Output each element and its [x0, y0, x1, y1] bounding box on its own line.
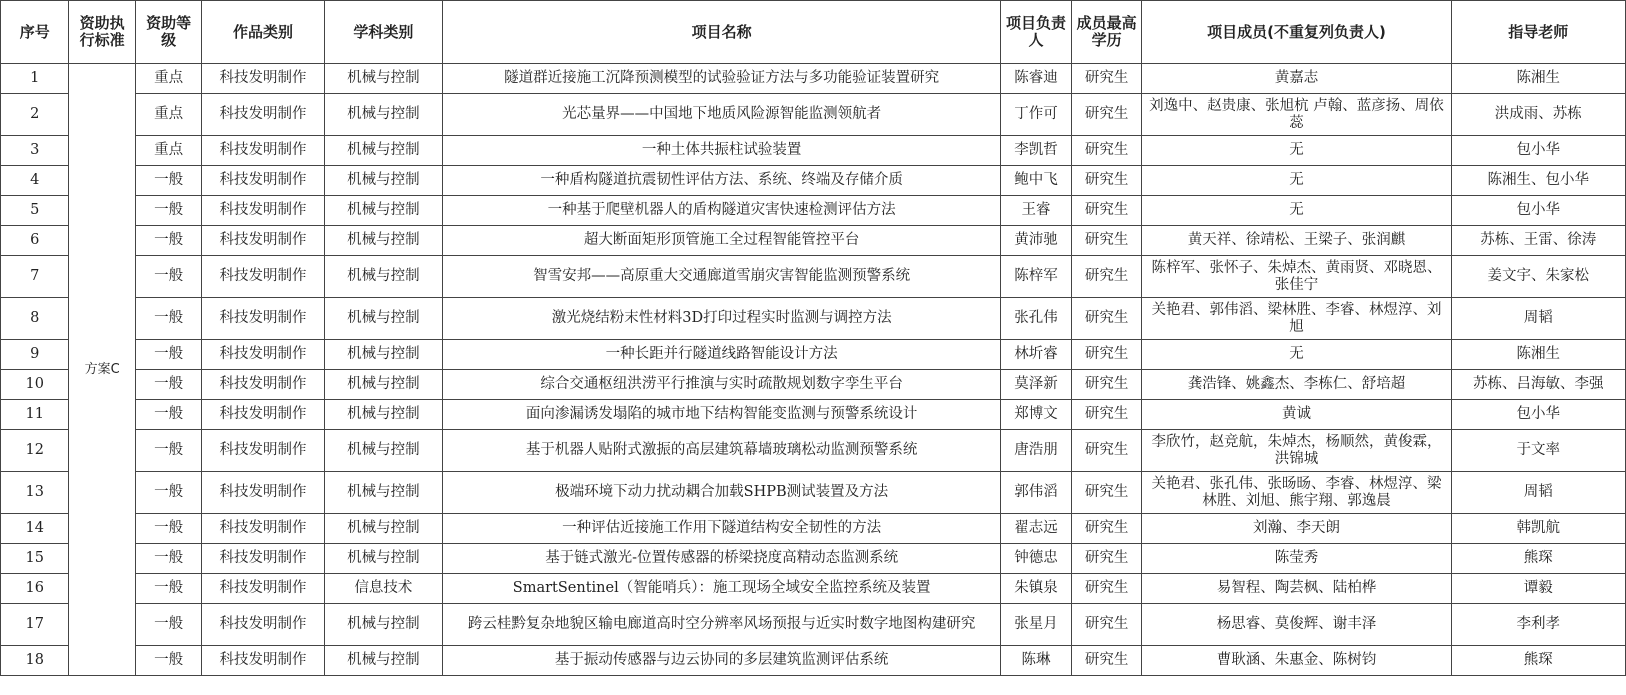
cell-work-type: 科技发明制作 — [202, 256, 324, 298]
cell-grade: 一般 — [135, 256, 201, 298]
cell-no: 10 — [1, 370, 69, 400]
cell-members: 杨思睿、莫俊辉、谢丰泽 — [1142, 604, 1451, 646]
cell-degree: 研究生 — [1071, 370, 1142, 400]
cell-project: 一种长距并行隧道线路智能设计方法 — [443, 340, 1001, 370]
cell-degree: 研究生 — [1071, 298, 1142, 340]
cell-grade: 一般 — [135, 514, 201, 544]
cell-grade: 一般 — [135, 298, 201, 340]
cell-project: 隧道群近接施工沉降预测模型的试验验证方法与多功能验证装置研究 — [443, 64, 1001, 94]
cell-subject: 机械与控制 — [324, 646, 442, 676]
cell-project: 激光烧结粉末性材料3D打印过程实时监测与调控方法 — [443, 298, 1001, 340]
header-subject: 学科类别 — [324, 1, 442, 64]
cell-advisor: 周韬 — [1451, 298, 1625, 340]
cell-degree: 研究生 — [1071, 64, 1142, 94]
cell-work-type: 科技发明制作 — [202, 544, 324, 574]
cell-members: 曹耿涵、朱惠金、陈树钧 — [1142, 646, 1451, 676]
cell-project: 基于振动传感器与边云协同的多层建筑监测评估系统 — [443, 646, 1001, 676]
cell-members: 李欣竹，赵竞航，朱焯杰，杨顺然，黄俊霖，洪锦城 — [1142, 430, 1451, 472]
cell-advisor: 于文率 — [1451, 430, 1625, 472]
cell-members: 刘瀚、李天朗 — [1142, 514, 1451, 544]
cell-advisor: 陈湘生 — [1451, 340, 1625, 370]
cell-members: 无 — [1142, 166, 1451, 196]
table-row — [1, 226, 1626, 256]
cell-work-type: 科技发明制作 — [202, 514, 324, 544]
cell-standard: 方案C — [69, 64, 135, 676]
cell-no: 13 — [1, 472, 69, 514]
cell-leader: 林圻睿 — [1001, 340, 1072, 370]
cell-degree: 研究生 — [1071, 94, 1142, 136]
cell-leader: 莫泽新 — [1001, 370, 1072, 400]
header-degree: 成员最高学历 — [1071, 1, 1142, 64]
cell-leader: 翟志远 — [1001, 514, 1072, 544]
cell-subject: 机械与控制 — [324, 166, 442, 196]
cell-grade: 一般 — [135, 646, 201, 676]
header-leader: 项目负责人 — [1001, 1, 1072, 64]
table-row — [1, 514, 1626, 544]
header-no: 序号 — [1, 1, 69, 64]
cell-advisor: 熊琛 — [1451, 646, 1625, 676]
cell-advisor: 李利孝 — [1451, 604, 1625, 646]
cell-work-type: 科技发明制作 — [202, 340, 324, 370]
header-advisor: 指导老师 — [1451, 1, 1625, 64]
header-grade: 资助等级 — [135, 1, 201, 64]
table-row — [1, 136, 1626, 166]
cell-members: 无 — [1142, 196, 1451, 226]
cell-no: 18 — [1, 646, 69, 676]
cell-leader: 唐浩朋 — [1001, 430, 1072, 472]
cell-degree: 研究生 — [1071, 256, 1142, 298]
cell-grade: 一般 — [135, 166, 201, 196]
cell-leader: 朱镇泉 — [1001, 574, 1072, 604]
cell-degree: 研究生 — [1071, 136, 1142, 166]
cell-advisor: 苏栋、吕海敏、李强 — [1451, 370, 1625, 400]
cell-work-type: 科技发明制作 — [202, 472, 324, 514]
cell-no: 3 — [1, 136, 69, 166]
cell-degree: 研究生 — [1071, 472, 1142, 514]
cell-degree: 研究生 — [1071, 196, 1142, 226]
cell-subject: 机械与控制 — [324, 64, 442, 94]
cell-grade: 重点 — [135, 64, 201, 94]
cell-grade: 一般 — [135, 604, 201, 646]
cell-project: 一种评估近接施工作用下隧道结构安全韧性的方法 — [443, 514, 1001, 544]
header-project: 项目名称 — [443, 1, 1001, 64]
table-row — [1, 472, 1626, 514]
cell-leader: 陈睿迪 — [1001, 64, 1072, 94]
cell-no: 8 — [1, 298, 69, 340]
cell-subject: 机械与控制 — [324, 196, 442, 226]
cell-advisor: 洪成雨、苏栋 — [1451, 94, 1625, 136]
cell-grade: 一般 — [135, 574, 201, 604]
cell-grade: 一般 — [135, 400, 201, 430]
cell-subject: 机械与控制 — [324, 400, 442, 430]
cell-degree: 研究生 — [1071, 400, 1142, 430]
cell-degree: 研究生 — [1071, 544, 1142, 574]
cell-members: 刘逸中、赵贵康、张旭杭 卢翰、蓝彦扬、周依蕊 — [1142, 94, 1451, 136]
cell-advisor: 姜文宇、朱家松 — [1451, 256, 1625, 298]
cell-work-type: 科技发明制作 — [202, 136, 324, 166]
cell-leader: 郑博文 — [1001, 400, 1072, 430]
cell-work-type: 科技发明制作 — [202, 400, 324, 430]
cell-work-type: 科技发明制作 — [202, 430, 324, 472]
cell-project: 超大断面矩形顶管施工全过程智能管控平台 — [443, 226, 1001, 256]
cell-subject: 机械与控制 — [324, 514, 442, 544]
cell-advisor: 包小华 — [1451, 136, 1625, 166]
cell-members: 黄诚 — [1142, 400, 1451, 430]
cell-grade: 一般 — [135, 430, 201, 472]
cell-members: 关艳君、郭伟滔、梁林胜、李睿、林煜淳、刘旭 — [1142, 298, 1451, 340]
table-row — [1, 604, 1626, 646]
table-row — [1, 544, 1626, 574]
cell-subject: 机械与控制 — [324, 370, 442, 400]
cell-work-type: 科技发明制作 — [202, 298, 324, 340]
cell-no: 7 — [1, 256, 69, 298]
header-standard: 资助执行标准 — [69, 1, 135, 64]
cell-project: 极端环境下动力扰动耦合加载SHPB测试装置及方法 — [443, 472, 1001, 514]
cell-leader: 郭伟滔 — [1001, 472, 1072, 514]
cell-project: SmartSentinel（智能哨兵）：施工现场全域安全监控系统及装置 — [443, 574, 1001, 604]
table-body — [1, 64, 1626, 676]
cell-leader: 李凯哲 — [1001, 136, 1072, 166]
cell-advisor: 熊琛 — [1451, 544, 1625, 574]
table-row — [1, 166, 1626, 196]
table-row — [1, 430, 1626, 472]
cell-degree: 研究生 — [1071, 226, 1142, 256]
cell-advisor: 包小华 — [1451, 400, 1625, 430]
table-row — [1, 298, 1626, 340]
cell-no: 16 — [1, 574, 69, 604]
cell-no: 1 — [1, 64, 69, 94]
cell-advisor: 谭毅 — [1451, 574, 1625, 604]
cell-subject: 机械与控制 — [324, 340, 442, 370]
cell-subject: 机械与控制 — [324, 136, 442, 166]
cell-no: 6 — [1, 226, 69, 256]
cell-project: 光芯量界——中国地下地质风险源智能监测领航者 — [443, 94, 1001, 136]
cell-degree: 研究生 — [1071, 166, 1142, 196]
cell-grade: 一般 — [135, 226, 201, 256]
table-row — [1, 94, 1626, 136]
cell-work-type: 科技发明制作 — [202, 370, 324, 400]
cell-work-type: 科技发明制作 — [202, 196, 324, 226]
cell-leader: 陈琳 — [1001, 646, 1072, 676]
cell-subject: 机械与控制 — [324, 472, 442, 514]
cell-leader: 丁作可 — [1001, 94, 1072, 136]
cell-subject: 机械与控制 — [324, 94, 442, 136]
cell-subject: 机械与控制 — [324, 430, 442, 472]
cell-degree: 研究生 — [1071, 430, 1142, 472]
cell-no: 2 — [1, 94, 69, 136]
cell-work-type: 科技发明制作 — [202, 166, 324, 196]
table-row — [1, 256, 1626, 298]
header-members: 项目成员(不重复列负责人) — [1142, 1, 1451, 64]
cell-leader: 陈梓军 — [1001, 256, 1072, 298]
cell-grade: 一般 — [135, 340, 201, 370]
cell-no: 15 — [1, 544, 69, 574]
cell-grade: 一般 — [135, 370, 201, 400]
cell-grade: 一般 — [135, 196, 201, 226]
cell-members: 无 — [1142, 136, 1451, 166]
cell-members: 无 — [1142, 340, 1451, 370]
cell-work-type: 科技发明制作 — [202, 604, 324, 646]
cell-project: 面向渗漏诱发塌陷的城市地下结构智能变监测与预警系统设计 — [443, 400, 1001, 430]
cell-advisor: 陈湘生 — [1451, 64, 1625, 94]
cell-leader: 黄沛驰 — [1001, 226, 1072, 256]
cell-members: 易智程、陶芸枫、陆柏桦 — [1142, 574, 1451, 604]
table-row — [1, 196, 1626, 226]
cell-project: 综合交通枢纽洪涝平行推演与实时疏散规划数字孪生平台 — [443, 370, 1001, 400]
cell-subject: 机械与控制 — [324, 298, 442, 340]
cell-subject: 机械与控制 — [324, 544, 442, 574]
table-row — [1, 340, 1626, 370]
cell-subject: 信息技术 — [324, 574, 442, 604]
cell-grade: 一般 — [135, 472, 201, 514]
cell-project: 一种基于爬壁机器人的盾构隧道灾害快速检测评估方法 — [443, 196, 1001, 226]
cell-degree: 研究生 — [1071, 340, 1142, 370]
cell-work-type: 科技发明制作 — [202, 646, 324, 676]
cell-members: 陈莹秀 — [1142, 544, 1451, 574]
cell-work-type: 科技发明制作 — [202, 574, 324, 604]
cell-grade: 重点 — [135, 136, 201, 166]
cell-leader: 王睿 — [1001, 196, 1072, 226]
cell-subject: 机械与控制 — [324, 256, 442, 298]
cell-work-type: 科技发明制作 — [202, 226, 324, 256]
cell-project: 跨云桂黔复杂地貌区输电廊道高时空分辨率风场预报与近实时数字地图构建研究 — [443, 604, 1001, 646]
cell-work-type: 科技发明制作 — [202, 64, 324, 94]
table-row — [1, 646, 1626, 676]
cell-no: 14 — [1, 514, 69, 544]
cell-project: 基于链式激光-位置传感器的桥梁挠度高精动态监测系统 — [443, 544, 1001, 574]
cell-no: 12 — [1, 430, 69, 472]
cell-project: 一种土体共振柱试验装置 — [443, 136, 1001, 166]
cell-advisor: 周韬 — [1451, 472, 1625, 514]
cell-members: 陈梓军、张怀子、朱焯杰、黄雨贤、邓晓恩、张佳宁 — [1142, 256, 1451, 298]
cell-leader: 鲍中飞 — [1001, 166, 1072, 196]
cell-work-type: 科技发明制作 — [202, 94, 324, 136]
cell-advisor: 苏栋、王雷、徐涛 — [1451, 226, 1625, 256]
cell-subject: 机械与控制 — [324, 604, 442, 646]
cell-no: 5 — [1, 196, 69, 226]
table-row — [1, 370, 1626, 400]
cell-degree: 研究生 — [1071, 514, 1142, 544]
cell-members: 关艳君、张孔伟、张旸旸、李睿、林煜淳、梁林胜、刘旭、熊宇翔、郭逸晨 — [1142, 472, 1451, 514]
cell-leader: 钟德忠 — [1001, 544, 1072, 574]
header-work-type: 作品类别 — [202, 1, 324, 64]
header-row — [1, 1, 1626, 64]
cell-advisor: 韩凯航 — [1451, 514, 1625, 544]
cell-grade: 一般 — [135, 544, 201, 574]
cell-no: 9 — [1, 340, 69, 370]
cell-degree: 研究生 — [1071, 574, 1142, 604]
table-row — [1, 574, 1626, 604]
cell-members: 龚浩锋、姚鑫杰、李栋仁、舒培超 — [1142, 370, 1451, 400]
cell-grade: 重点 — [135, 94, 201, 136]
cell-no: 4 — [1, 166, 69, 196]
cell-no: 17 — [1, 604, 69, 646]
cell-project: 基于机器人贴附式激振的高层建筑幕墙玻璃松动监测预警系统 — [443, 430, 1001, 472]
cell-degree: 研究生 — [1071, 646, 1142, 676]
table-row — [1, 400, 1626, 430]
cell-project: 智雪安邦——高原重大交通廊道雪崩灾害智能监测预警系统 — [443, 256, 1001, 298]
cell-subject: 机械与控制 — [324, 226, 442, 256]
table-row — [1, 64, 1626, 94]
cell-members: 黄嘉志 — [1142, 64, 1451, 94]
cell-leader: 张孔伟 — [1001, 298, 1072, 340]
cell-advisor: 包小华 — [1451, 196, 1625, 226]
cell-members: 黄天祥、徐靖松、王梁子、张润麒 — [1142, 226, 1451, 256]
cell-degree: 研究生 — [1071, 604, 1142, 646]
cell-leader: 张星月 — [1001, 604, 1072, 646]
cell-project: 一种盾构隧道抗震韧性评估方法、系统、终端及存储介质 — [443, 166, 1001, 196]
cell-advisor: 陈湘生、包小华 — [1451, 166, 1625, 196]
cell-no: 11 — [1, 400, 69, 430]
